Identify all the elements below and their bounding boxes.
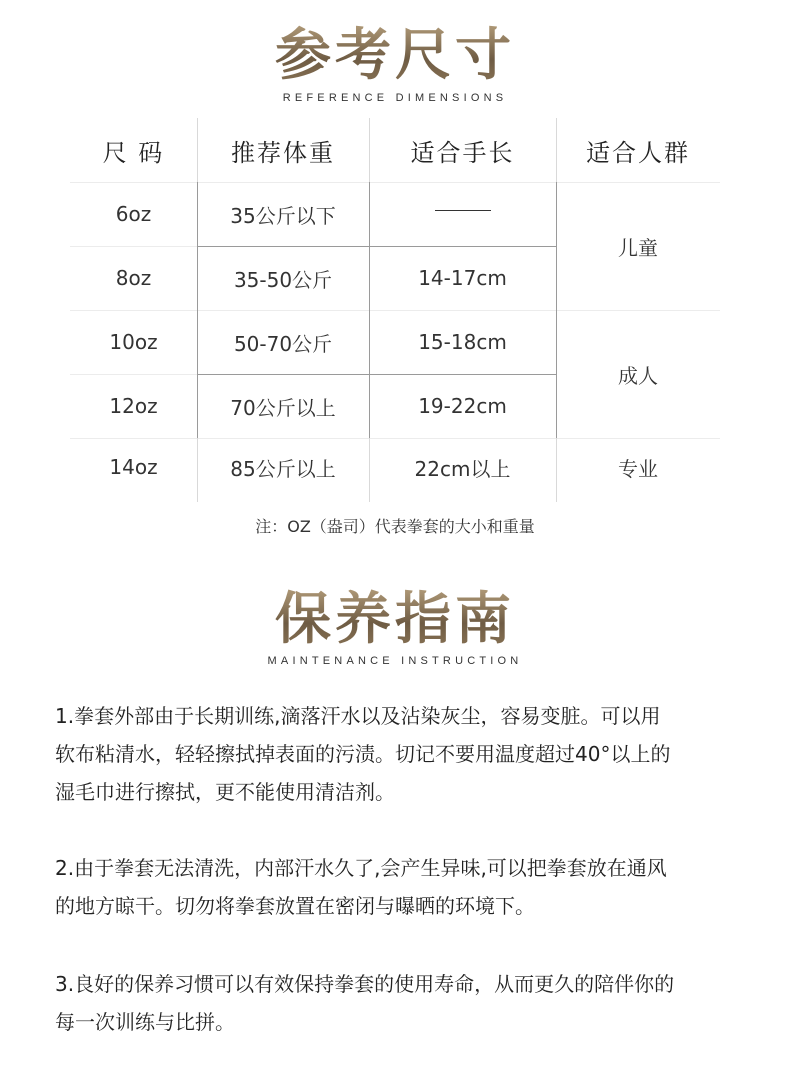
maintenance-title: 保养指南 xyxy=(0,588,790,652)
header-size: 尺 码 xyxy=(102,138,165,167)
maintenance-paragraph-1 xyxy=(55,697,745,811)
cell-hand-length: 15-18cm xyxy=(418,330,507,354)
cell-group-adult: 成人 xyxy=(618,363,658,388)
cell-size: 10oz xyxy=(109,330,158,354)
reference-subtitle: REFERENCE DIMENSIONS xyxy=(282,92,508,104)
header-group: 适合人群 xyxy=(586,138,690,167)
cell-size: 12oz xyxy=(109,394,158,418)
paragraph-line: 3.良好的保养习惯可以有效保持拳套的使用寿命，从而更久的陪伴你的 xyxy=(55,972,675,996)
maintenance-paragraph-3 xyxy=(55,965,745,1041)
dash-mark xyxy=(435,210,491,211)
cell-group-pro: 专业 xyxy=(618,456,658,481)
paragraph-line: 的地方晾干。切勿将拳套放置在密闭与曝晒的环境下。 xyxy=(55,894,535,918)
cell-weight: 85公斤以上 xyxy=(230,456,336,481)
paragraph-line: 1.拳套外部由于长期训练,滴落汗水以及沾染灰尘，容易变脏。可以用 xyxy=(55,704,661,728)
table-note: 注：OZ（盎司）代表拳套的大小和重量 xyxy=(255,517,535,536)
cell-weight: 70公斤以上 xyxy=(230,395,336,420)
cell-weight: 35-50公斤 xyxy=(233,267,333,292)
cell-hand-length: 19-22cm xyxy=(418,394,507,418)
cell-weight: 35公斤以下 xyxy=(230,203,336,228)
header-hand-length: 适合手长 xyxy=(410,138,515,167)
reference-title: 参考尺寸 xyxy=(0,24,790,88)
cell-size: 8oz xyxy=(115,266,152,290)
cell-weight: 50-70公斤 xyxy=(233,331,333,356)
size-table xyxy=(70,118,720,502)
cell-size: 6oz xyxy=(115,202,152,226)
maintenance-subtitle: MAINTENANCE INSTRUCTION xyxy=(267,655,523,667)
cell-hand-length: 22cm以上 xyxy=(414,456,511,481)
paragraph-line: 每一次训练与比拼。 xyxy=(55,1010,235,1034)
paragraph-line: 2.由于拳套无法清洗，内部汗水久了,会产生异味,可以把拳套放在通风 xyxy=(55,856,667,880)
maintenance-paragraph-2 xyxy=(55,849,745,925)
cell-hand-length: 14-17cm xyxy=(418,266,507,290)
paragraph-line: 软布粘清水，轻轻擦拭掉表面的污渍。切记不要用温度超过40°以上的 xyxy=(55,742,671,766)
paragraph-line: 湿毛巾进行擦拭，更不能使用清洁剂。 xyxy=(55,780,395,804)
cell-group-children: 儿童 xyxy=(618,235,658,260)
cell-hand-length-empty xyxy=(369,178,556,242)
cell-size: 14oz xyxy=(109,455,158,479)
header-weight: 推荐体重 xyxy=(231,138,335,167)
